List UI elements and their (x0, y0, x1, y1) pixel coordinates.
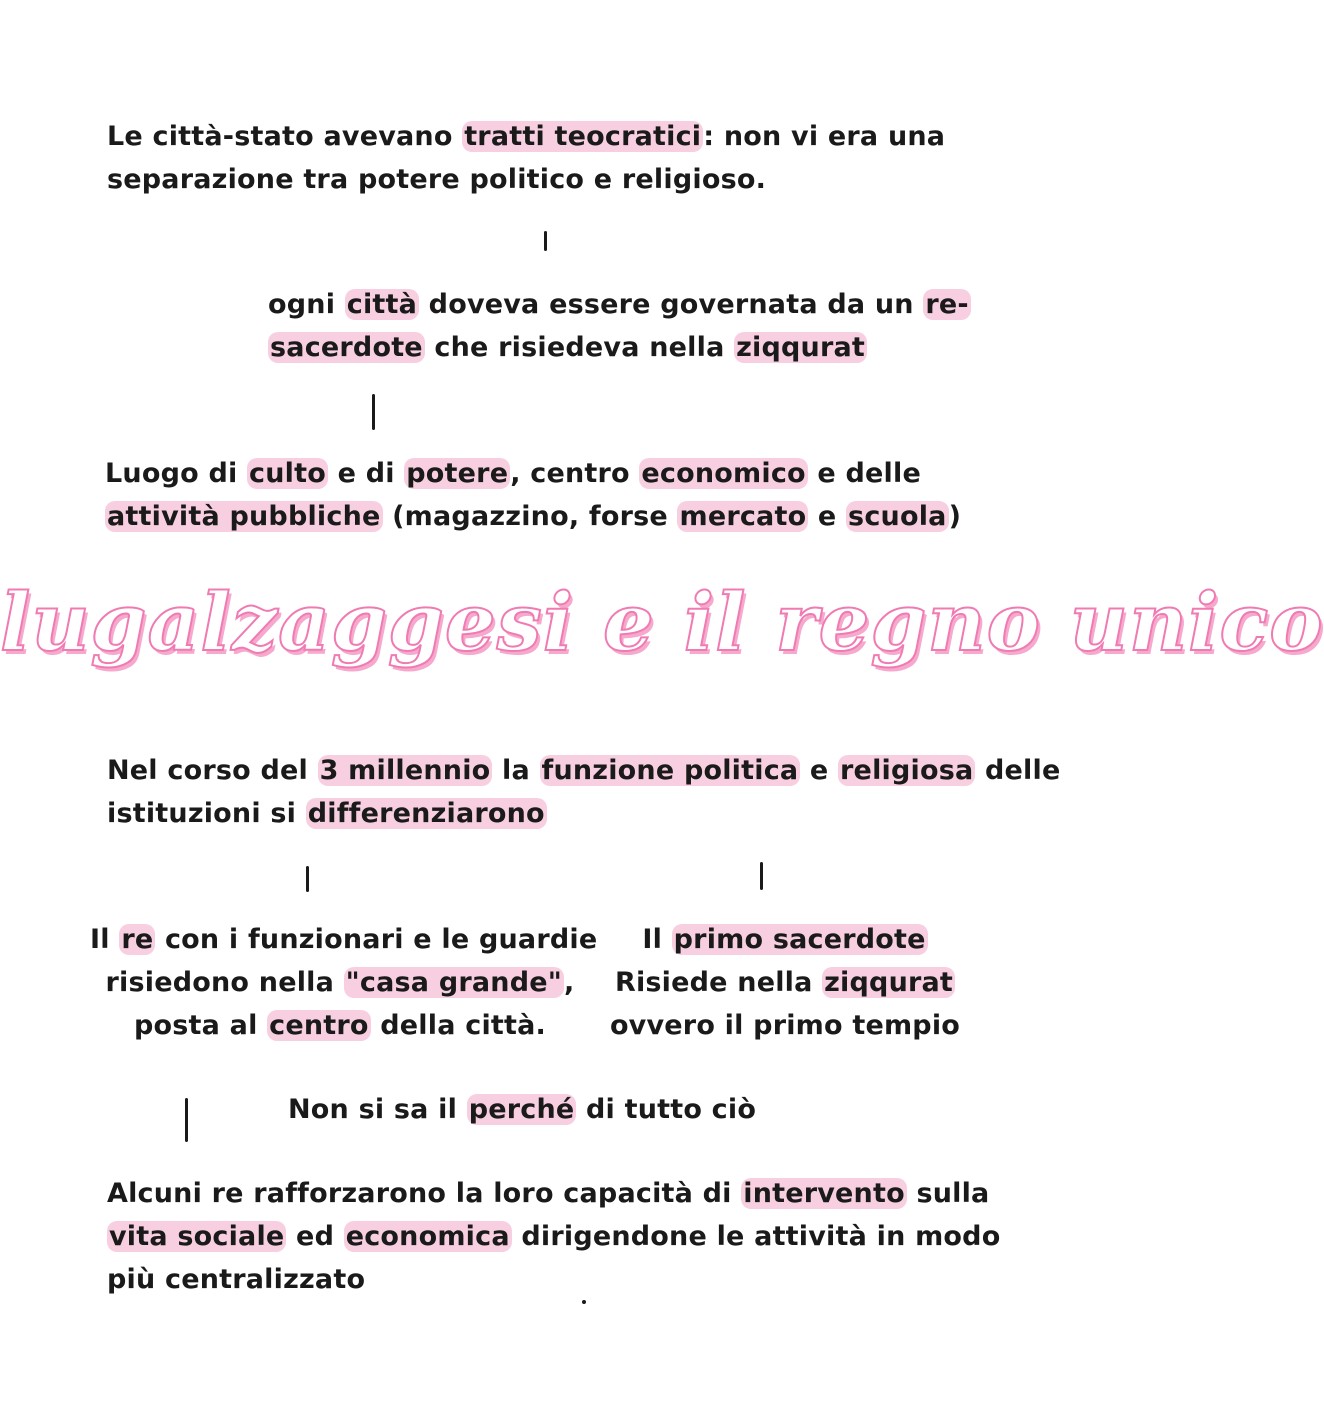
text-segment: , (564, 967, 575, 998)
text-segment: Nel corso del (107, 755, 318, 786)
text-segment: doveva essere governata da un (419, 289, 924, 320)
text-line (90, 1004, 590, 1047)
highlighted-text: funzione politica (541, 755, 799, 786)
connector-line (185, 1098, 188, 1142)
text-segment: e (808, 501, 847, 532)
highlighted-text: primo sacerdote (673, 924, 926, 955)
text-line (600, 918, 970, 961)
text-line (90, 918, 598, 961)
text-line (268, 326, 971, 369)
paragraph-millennium (107, 749, 1060, 835)
text-segment: Il (90, 924, 120, 955)
text-segment: dirigendone le attività in modo (511, 1221, 1001, 1252)
text-segment: (magazzino, forse (382, 501, 678, 532)
highlighted-text: ziqqurat (824, 967, 954, 998)
highlighted-text: sacerdote (270, 332, 423, 363)
paragraph-re-sacerdote (268, 283, 971, 369)
text-line (268, 283, 971, 326)
highlighted-text: scuola (848, 501, 947, 532)
text-segment: di tutto ciò (576, 1094, 757, 1125)
text-line (288, 1088, 756, 1131)
text-segment: Non si sa il (288, 1094, 467, 1125)
text-segment: ed (286, 1221, 344, 1252)
highlighted-text: attività pubbliche (107, 501, 381, 532)
text-line (107, 1258, 1000, 1301)
highlighted-text: ziqqurat (736, 332, 865, 363)
text-segment: e di (327, 458, 405, 489)
text-segment: delle (975, 755, 1061, 786)
text-segment: , centro (510, 458, 640, 489)
highlighted-text: città (346, 289, 418, 320)
highlighted-text: vita sociale (109, 1221, 285, 1252)
connector-line-left (306, 866, 309, 892)
highlighted-text: differenziarono (307, 798, 545, 829)
highlighted-text: centro (269, 1010, 369, 1041)
highlighted-text: intervento (743, 1178, 905, 1209)
text-line (105, 452, 961, 495)
text-segment: sulla (906, 1178, 990, 1209)
text-line (600, 961, 970, 1004)
text-segment: istituzioni si (107, 798, 306, 829)
text-segment: : non vi era una (703, 121, 946, 152)
text-segment: ) (948, 501, 962, 532)
text-segment: Luogo di (105, 458, 248, 489)
text-segment: e delle (807, 458, 921, 489)
highlighted-text: culto (249, 458, 326, 489)
connector-line (544, 231, 547, 251)
text-segment: risiedono nella (105, 967, 344, 998)
text-segment: Il (642, 924, 672, 955)
highlighted-text: tratti teocratici (464, 121, 702, 152)
section-title: lugalzaggesi e il regno unico (0, 575, 1324, 669)
connector-line (372, 394, 375, 430)
text-line (107, 1215, 1000, 1258)
text-line (107, 1172, 1000, 1215)
highlighted-text: perché (468, 1094, 575, 1125)
connector-line-right (760, 862, 763, 890)
text-line (107, 792, 1060, 835)
highlighted-text: 3 millennio (319, 755, 491, 786)
highlighted-text: mercato (679, 501, 807, 532)
paragraph-teocratic-states (107, 115, 945, 201)
text-line (107, 115, 945, 158)
highlighted-text: religiosa (840, 755, 974, 786)
text-line (105, 495, 961, 538)
text-segment: Le città-stato avevano (107, 121, 463, 152)
text-segment: Alcuni re rafforzarono la loro capacità di (107, 1178, 742, 1209)
text-line (107, 158, 945, 201)
highlighted-text: "casa grande" (345, 967, 563, 998)
highlighted-text: potere (406, 458, 509, 489)
highlighted-text: re- (925, 289, 969, 320)
text-line (90, 961, 590, 1004)
highlighted-text: economico (641, 458, 806, 489)
stray-dot (582, 1300, 586, 1304)
branch-priest (600, 918, 970, 1047)
text-segment: che risiedeva nella (424, 332, 735, 363)
text-segment: ogni (268, 289, 345, 320)
text-segment: più centralizzato (107, 1264, 366, 1295)
text-segment: ovvero il primo tempio (609, 1010, 961, 1041)
highlighted-text: re (121, 924, 154, 955)
text-segment: separazione tra potere politico e religioso. (107, 164, 767, 195)
text-segment: della città. (370, 1010, 546, 1041)
paragraph-centralized-kings (107, 1172, 1000, 1301)
text-segment: la (492, 755, 540, 786)
text-segment: con i funzionari e le guardie (155, 924, 598, 955)
text-segment: e (800, 755, 839, 786)
branch-king (90, 918, 598, 1047)
note-unknown-reason (288, 1088, 756, 1131)
text-segment: Risiede nella (614, 967, 823, 998)
paragraph-ziqqurat-functions (105, 452, 961, 538)
text-line (107, 749, 1060, 792)
highlighted-text: economica (345, 1221, 510, 1252)
text-segment: posta al (134, 1010, 268, 1041)
text-line (600, 1004, 970, 1047)
